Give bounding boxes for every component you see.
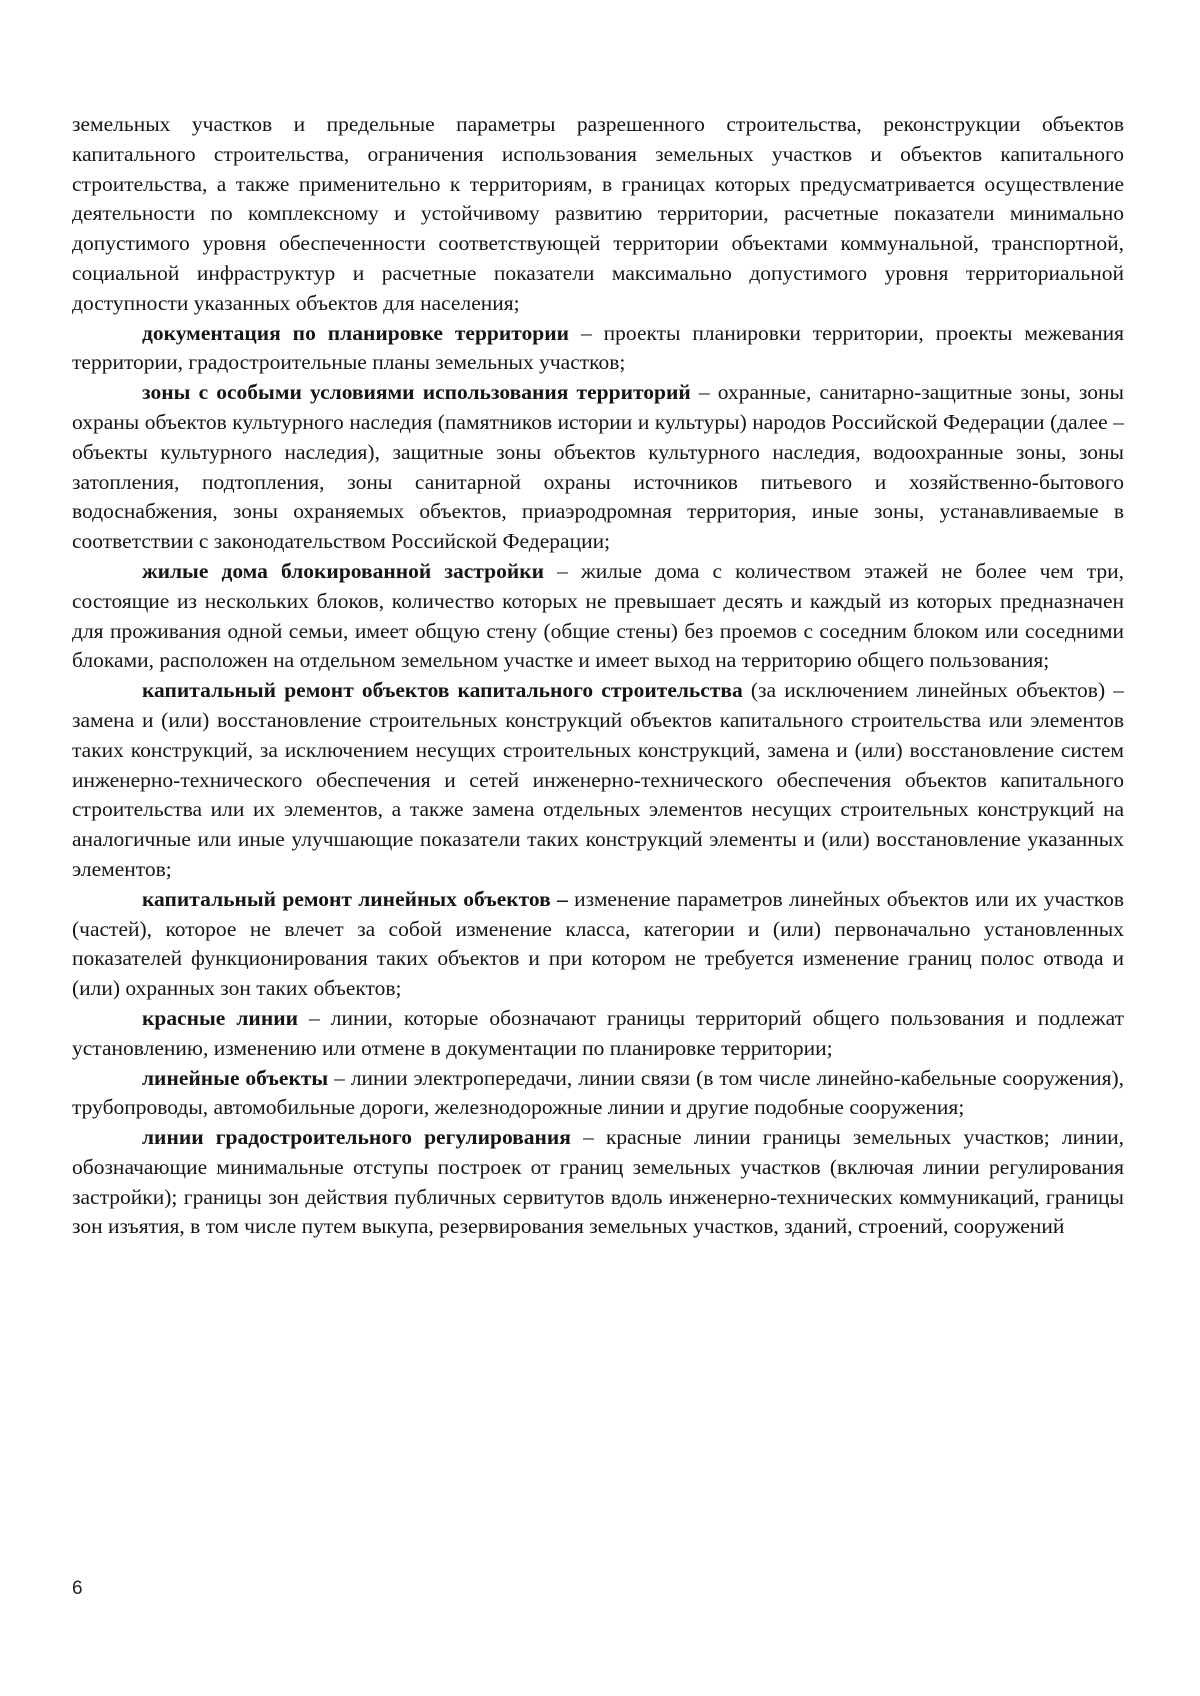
definition-term: документация по планировке территории (142, 320, 570, 345)
definition-capital-repair-linear (72, 885, 1124, 1004)
paragraph-text: земельных участков и предельные параметры разрешенного строительства, реконструкции объектов капитального строительства, ограничения использования земельных участков и объектов капитального строительства, а также применительно к территориям, в границах которых предусматривается осуществление деятельности по комплексному и устойчивому развитию территории, расчетные показатели минимально допустимого уровня обеспеченности соответствующей территории объектами коммунальной, транспортной, социальной инфраструктур и расчетные показатели максимально допустимого уровня территориальной доступности указанных объектов для населения; (72, 112, 1124, 315)
definition-term: капитальный ремонт объектов капитального строительства (142, 678, 743, 703)
definition-capital-repair-buildings (72, 676, 1124, 885)
definition-term: жилые дома блокированной застройки (142, 558, 544, 583)
definition-planning-documentation (72, 319, 1124, 379)
definition-term: капитальный ремонт линейных объектов – (142, 886, 568, 911)
definition-red-lines (72, 1004, 1124, 1064)
definition-text: изменение параметров линейных объектов или их участков (частей), которое не влечет за собой изменение класса, категории и (или) первоначально установленных показателей функционирования таких объектов и при котором не требуется изменение границ полос отвода и (или) охранных зон таких объектов; (72, 886, 1124, 1001)
definition-blocked-houses (72, 557, 1124, 676)
paragraph-continuation (72, 110, 1124, 319)
definition-regulation-lines (72, 1123, 1124, 1242)
definition-text: – линии электропередачи, линии связи (в том числе линейно-кабельные сооружения), трубопроводы, автомобильные дороги, железнодорожные линии и другие подобные сооружения; (72, 1065, 1125, 1120)
definition-linear-objects (72, 1064, 1124, 1124)
definition-text: (за исключением линейных объектов) – замена и (или) восстановление строительных конструкций объектов капитального строительства или элементов таких конструкций, за исключением несущих строительных конструкций, замена и (или) восстановление систем инженерно-технического обеспечения и сетей инженерно-технического обеспечения объектов капитального строительства или их элементов, а также замена отдельных элементов несущих строительных конструкций на аналогичные или иные улучшающие показатели таких конструкций элементы и (или) восстановление указанных элементов; (72, 678, 1124, 881)
definition-special-zones (72, 378, 1124, 557)
definition-text: – охранные, санитарно-защитные зоны, зоны охраны объектов культурного наследия (памятников истории и культуры) народов Российской Федерации (далее – объекты культурного наследия), защитные зоны объектов культурного наследия, водоохранные зоны, зоны затопления, подтопления, зоны санитарной охраны источников питьевого и хозяйственно-бытового водоснабжения, зоны охраняемых объектов, приаэродромная территория, иные зоны, устанавливаемые в соответствии с законодательством Российской Федерации; (72, 380, 1124, 554)
definition-term: красные линии (142, 1005, 298, 1030)
definition-text: – красные линии границы земельных участков; линии, обозначающие минимальные отступы построек от границ земельных участков (включая линии регулирования застройки); границы зон действия публичных сервитутов вдоль инженерно-технических коммуникаций, границы зон изъятия, в том числе путем выкупа, резервирования земельных участков, зданий, строений, сооружений (72, 1125, 1124, 1239)
definition-term: зоны с особыми условиями использования территорий (142, 380, 691, 405)
definition-text: – проекты планировки территории, проекты межевания территории, градостроительные планы земельных участков; (72, 320, 1124, 375)
definition-text: – жилые дома с количеством этажей не более чем три, состоящие из нескольких блоков, количество которых не превышает десять и каждый из которых предназначен для проживания одной семьи, имеет общую стену (общие стены) без проемов с соседним блоком или соседними блоками, расположен на отдельном земельном участке и имеет выход на территорию общего пользования; (72, 558, 1124, 673)
definition-text: – линии, которые обозначают границы территорий общего пользования и подлежат установлению, изменению или отмене в документации по планировке территории; (72, 1005, 1125, 1060)
definition-term: линии градостроительного регулирования (142, 1125, 571, 1150)
page-number: 6 (72, 1578, 83, 1599)
document-body (72, 110, 1124, 1242)
definition-term: линейные объекты (142, 1065, 329, 1090)
